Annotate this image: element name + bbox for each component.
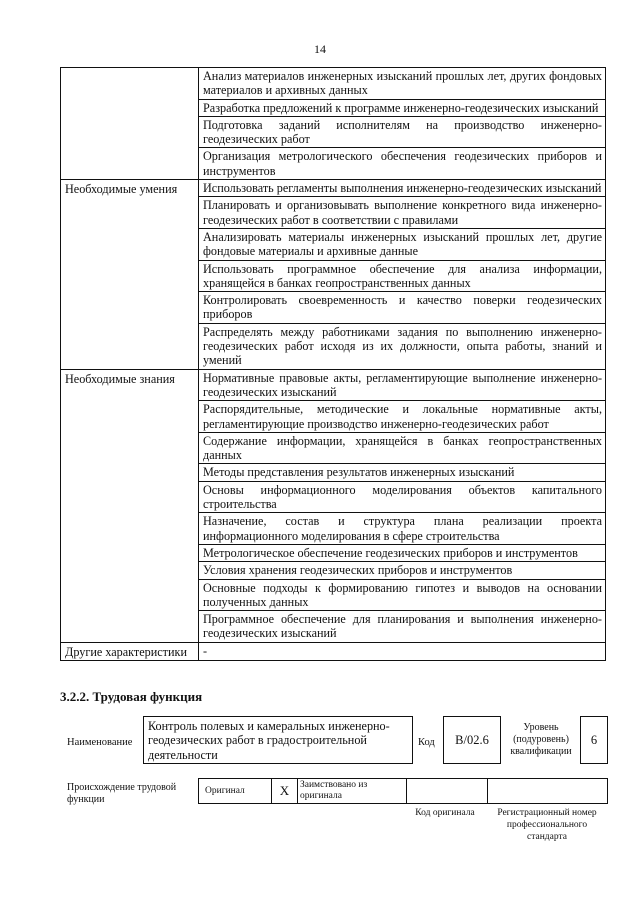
table-row — [61, 180, 606, 197]
table-cell: Использовать программное обеспечение для анализа информации, хранящейся в банках геопространственных данных — [199, 260, 606, 292]
table-cell: Использовать регламенты выполнения инженерно-геодезических изысканий — [199, 180, 606, 197]
code-label: Код — [418, 737, 435, 748]
row-header: Необходимые знания — [61, 369, 199, 642]
code-value-box: B/02.6 — [443, 716, 501, 764]
table-cell: Планировать и организовывать выполнение конкретного вида инженерно-геодезических работ в соответствии с правилами — [199, 197, 606, 229]
table-cell: Нормативные правовые акты, регламентирующие выполнение инженерно-геодезических изысканий — [199, 369, 606, 401]
code-original-cell — [406, 779, 488, 803]
original-label: Оригинал — [205, 786, 245, 796]
table-cell: Распорядительные, методические и локальные нормативные акты, регламентирующие производство инженерно-геодезических работ — [199, 401, 606, 433]
table-cell: Программное обеспечение для планирования и выполнения инженерно-геодезических изысканий — [199, 611, 606, 643]
table-cell: Основные подходы к формированию гипотез и выводов на основании полученных данных — [199, 579, 606, 611]
table-cell: Содержание информации, хранящейся в банках геопространственных данных — [199, 432, 606, 464]
table-cell: Условия хранения геодезических приборов и инструментов — [199, 562, 606, 579]
table-cell: Контролировать своевременность и качество поверки геодезических приборов — [199, 292, 606, 324]
row-header — [61, 68, 199, 180]
page-number: 14 — [314, 42, 326, 56]
table-cell: Анализ материалов инженерных изысканий прошлых лет, других фондовых материалов и архивных данных — [199, 68, 606, 100]
table-row — [61, 68, 606, 100]
table-row — [61, 369, 606, 401]
table-cell: Распределять между работниками задания по выполнению инженерно-геодезических работ исходя из их должности, опыта работы, знаний и умений — [199, 323, 606, 369]
borrowed-label: Заимствовано из оригинала — [300, 780, 368, 801]
section-title: 3.2.2. Трудовая функция — [60, 689, 203, 704]
table-row — [61, 642, 606, 660]
table-cell: Анализировать материалы инженерных изысканий прошлых лет, другие фондовые материалы и архивные данные — [199, 228, 606, 260]
code-original-label: Код оригинала — [415, 808, 475, 818]
table-cell: - — [199, 642, 606, 660]
reg-number-label: Регистрационный номер профессионального стандарта — [497, 808, 597, 842]
name-label: Наименование — [67, 737, 133, 748]
table-cell: Назначение, состав и структура плана реализации проекта информационного моделирования в сфере строительства — [199, 513, 606, 545]
table-cell: Методы представления результатов инженерных изысканий — [199, 464, 606, 481]
table-cell: Организация метрологического обеспечения геодезических приборов и инструментов — [199, 148, 606, 180]
origin-label: Происхождение трудовой функции — [67, 782, 177, 805]
table-cell: Подготовка заданий исполнителям на производство инженерно-геодезических работ — [199, 116, 606, 148]
level-label: Уровень (подуровень) квалификации — [510, 722, 572, 757]
row-header: Необходимые умения — [61, 180, 199, 370]
table-cell: Разработка предложений к программе инженерно-геодезических изысканий — [199, 99, 606, 116]
origin-table — [198, 778, 608, 804]
table-cell: Основы информационного моделирования объектов капитального строительства — [199, 481, 606, 513]
original-mark: X — [271, 779, 298, 803]
skills-table — [60, 67, 606, 661]
row-header: Другие характеристики — [61, 642, 199, 660]
function-name-box: Контроль полевых и камеральных инженерно-геодезических работ в градостроительной деятельности — [143, 716, 413, 764]
level-value-box: 6 — [580, 716, 608, 764]
table-cell: Метрологическое обеспечение геодезических приборов и инструментов — [199, 544, 606, 561]
